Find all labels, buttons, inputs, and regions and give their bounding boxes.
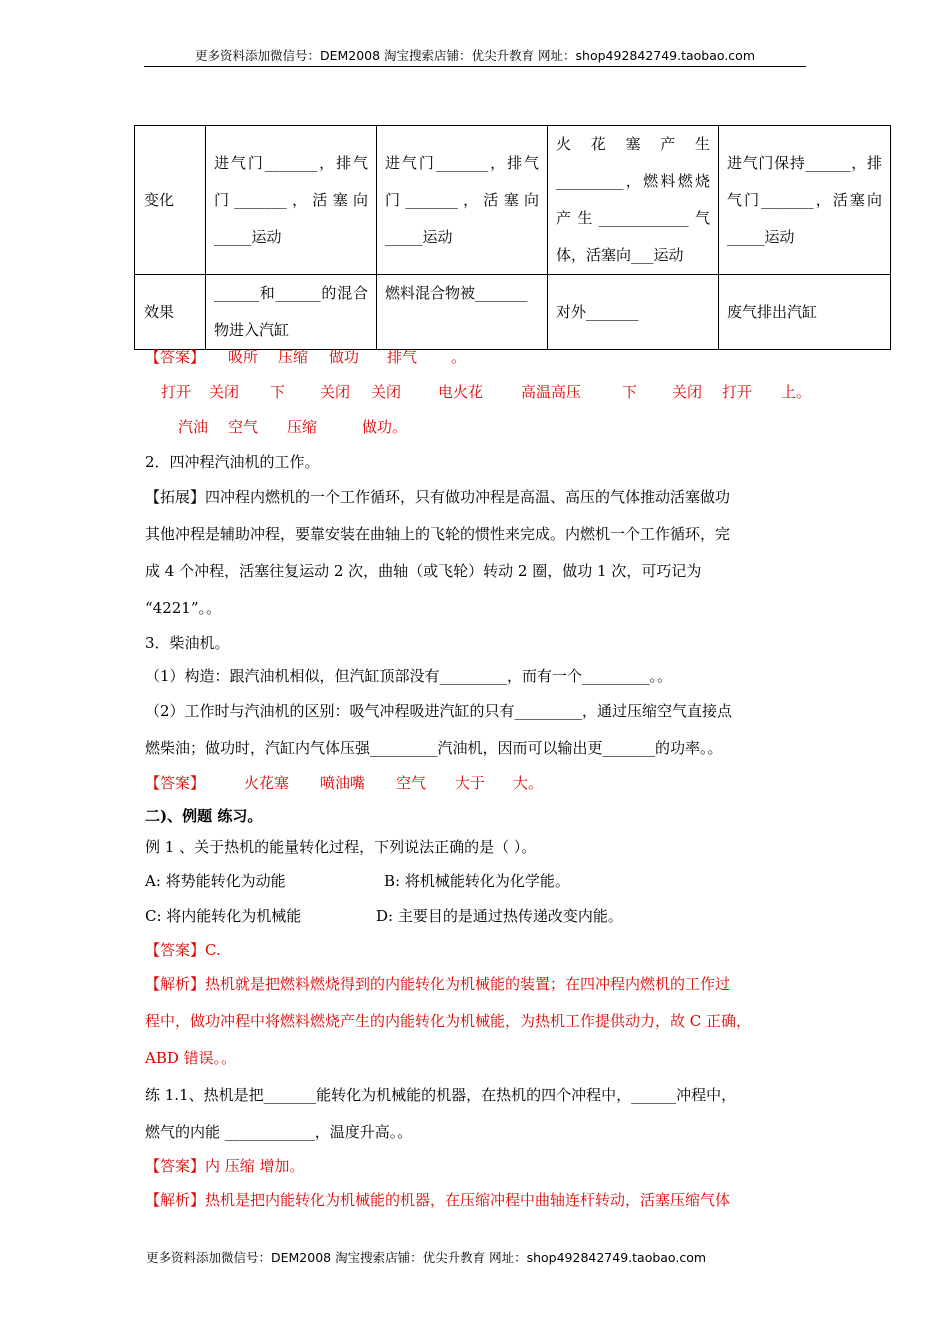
extension-text: 成 4 个冲程，活塞往复运动 2 次，曲轴（或飞轮）转动 2 圈，做功 1 次，可巧记为 [145,562,702,580]
section2-extension-line [145,486,730,507]
extension-text: 四冲程内燃机的一个工作循环，只有做功冲程是高温、高压的气体推动活塞做功 [205,488,731,506]
section3-paragraph: （2）工作时与汽油机的区别：吸气冲程吸进汽缸的只有_________，通过压缩空气直接点 [145,702,733,720]
section3-paragraph: （1）构造：跟汽油机相似，但汽缸顶部没有_________，而有一个_________。。 [145,667,673,685]
answer-item: 电火花 [438,383,484,401]
answer-item: 排气 [387,348,418,366]
answer-item: 吸所 [228,348,259,366]
answer-item: 大。 [513,774,544,792]
section3-paragraph: 燃柴油；做功时，汽缸内气体压强_________汽油机，因而可以输出更_______的功率。。 [145,739,723,757]
section3-title: 3．柴油机。 [145,634,230,652]
explanation-text: ABD 错误。。 [145,1049,237,1067]
answer-item: 下 [622,383,638,401]
option-d: D: 主要目的是通过热传递改变内能。 [376,907,623,925]
table-row [135,275,891,350]
explanation-text: 热机就是把燃料燃烧得到的内能转化为机械能的装置；在四冲程内燃机的工作过 [205,975,731,993]
answer-item: 空气 [396,774,427,792]
table-cell: 火花塞产生_________，燃料燃烧产生____________气体，活塞向___运动 [548,126,719,275]
answer1-label: 【答案】 [145,348,206,366]
answer-label: 【答案】 [145,941,206,959]
row-label-change: 变化 [135,126,206,275]
page-header: 更多资料添加微信号：DEM2008 淘宝搜索店铺：优尖升教育 网址：shop492842749.taobao.com [194,48,756,63]
practice-question: 燃气的内能 ____________，温度升高。。 [145,1123,413,1141]
option-c: C: 将内能转化为机械能 [145,907,302,925]
answer-item: 下 [270,383,286,401]
answer-item: 高温高压 [521,383,582,401]
answer2-label: 【答案】 [145,774,206,792]
example-answer [145,939,221,960]
extension-text: “4221”。。 [145,599,222,617]
answer-item: 。 [451,348,467,366]
practice-explanation [145,1189,730,1210]
answer-item: 做功。 [362,418,408,436]
answer-item: 火花塞 [244,774,290,792]
answer-value: C. [205,941,221,959]
extension-text: 其他冲程是辅助冲程，要靠安装在曲轴上的飞轮的惯性来完成。内燃机一个工作循环，完 [145,525,731,543]
table-cell: 对外_______ [548,275,719,350]
extension-label: 【拓展】 [145,488,206,506]
header-divider [144,66,806,67]
explanation-label: 【解析】 [145,1191,206,1209]
answer-item: 关闭 [672,383,703,401]
answer-item: 做功 [329,348,360,366]
answer-item: 空气 [228,418,259,436]
answer-item: 关闭 [371,383,402,401]
option-a: A: 将势能转化为动能 [145,872,286,890]
answer-item: 压缩 [287,418,318,436]
answer-item: 压缩 [278,348,309,366]
stroke-table [134,125,891,350]
answer-item: 上。 [781,383,812,401]
table-cell: 废气排出汽缸 [719,275,891,350]
example-question: 例 1 、关于热机的能量转化过程，下列说法正确的是（ ）。 [145,838,537,856]
page-footer: 更多资料添加微信号：DEM2008 淘宝搜索店铺：优尖升教育 网址：shop492842749.taobao.com [146,1250,707,1265]
table-cell: 进气门_______，排气门_______，活塞向_____运动 [206,126,377,275]
option-b: B: 将机械能转化为化学能。 [384,872,570,890]
explanation-label: 【解析】 [145,975,206,993]
answer-label: 【答案】 [145,1157,206,1175]
example-explanation [145,973,730,994]
table-cell: 进气门_______，排气门_______，活塞向_____运动 [377,126,548,275]
answer-item: 关闭 [209,383,240,401]
table-cell: 燃料混合物被_______ [377,275,548,350]
answer-item: 打开 [722,383,753,401]
answer-value: 内 压缩 增加。 [205,1157,305,1175]
explanation-text: 热机是把内能转化为机械能的机器，在压缩冲程中曲轴连杆转动，活塞压缩气体 [205,1191,731,1209]
answer-item: 大于 [455,774,486,792]
answer-item: 打开 [161,383,192,401]
section2-title: 2．四冲程汽油机的工作。 [145,453,320,471]
table-cell: 进气门保持______，排气门_______，活塞向_____运动 [719,126,891,275]
row-label-effect: 效果 [135,275,206,350]
answer-item: 喷油嘴 [320,774,366,792]
answer-item: 关闭 [320,383,351,401]
answer-item: 汽油 [178,418,209,436]
practice-question: 练 1.1、热机是把_______能转化为机械能的机器，在热机的四个冲程中，______冲程中， [145,1086,737,1104]
table-cell: ______和______的混合物进入汽缸 [206,275,377,350]
practice-answer [145,1155,305,1176]
explanation-text: 程中，做功冲程中将燃料燃烧产生的内能转化为机械能，为热机工作提供动力，故 C 正确， [145,1012,752,1030]
table-row [135,126,891,275]
practice-title: 二)、例题 练习。 [145,807,263,825]
